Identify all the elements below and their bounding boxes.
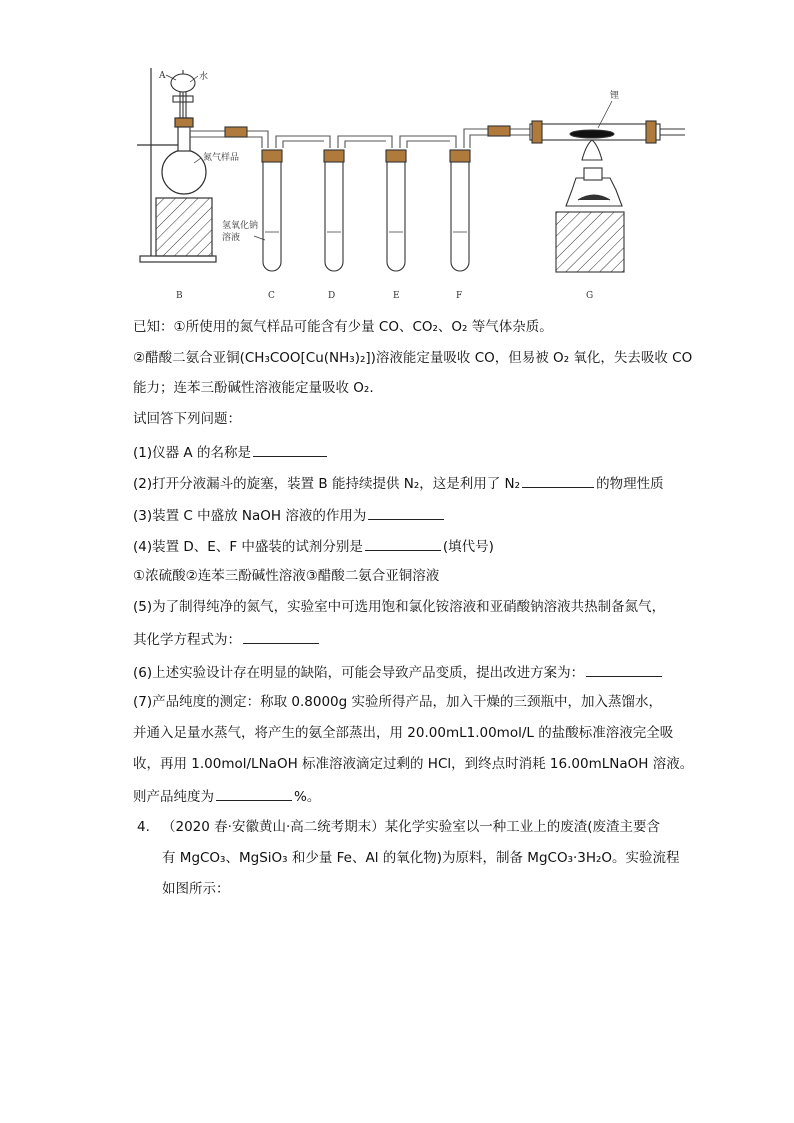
connecting-tubes <box>190 126 540 148</box>
answer-blank-2[interactable] <box>522 472 594 488</box>
question-7-line-3: 收，再用 1.00mol/LNaOH 标准溶液滴定过剩的 HCl，到终点时消耗 16.00mLNaOH 溶液。 <box>133 756 694 772</box>
question-7-line-2: 并通入足量水蒸气，将产生的氨全部蒸出，用 20.00mL1.00mol/L 的盐酸标准溶液完全吸 <box>133 725 674 741</box>
question-4-tail: (填代号) <box>442 539 494 555</box>
question-7-tail: %。 <box>294 789 321 805</box>
label-c: C <box>268 291 275 301</box>
question-3 <box>133 504 446 526</box>
label-naoh-1: 氢氧化钠 <box>222 221 259 231</box>
question-2-text: (2)打开分液漏斗的旋塞，装置 B 能持续提供 N₂，这是利用了 N₂ <box>133 476 521 492</box>
label-b: B <box>176 291 183 301</box>
question-4-options: ①浓硫酸②连苯三酚碱性溶液③醋酸二氨合亚铜溶液 <box>133 568 440 584</box>
prompt: 试回答下列问题： <box>133 411 241 427</box>
round-bottom-flask <box>162 118 206 194</box>
question-5-text: 其化学方程式为： <box>133 632 241 648</box>
test-tube-f <box>450 150 470 271</box>
question-6-text: (6)上述实验设计存在明显的缺陷，可能会导致产品变质，提出改进方案为： <box>133 665 585 681</box>
test-tube-c <box>262 150 282 271</box>
problem-4-line-3: 如图所示： <box>162 881 230 897</box>
question-2 <box>133 472 664 494</box>
question-7-text: 则产品纯度为 <box>133 789 214 805</box>
answer-blank-6[interactable] <box>586 661 662 677</box>
answer-blank-7[interactable] <box>216 785 292 801</box>
problem-4-number: 4. <box>137 819 150 835</box>
question-1 <box>133 441 329 463</box>
problem-4-line-2: 有 MgCO₃、MgSiO₃ 和少量 Fe、Al 的氧化物)为原料，制备 MgCO₃·3H₂O。实验流程 <box>162 850 680 866</box>
label-lithium: 锂 <box>610 91 620 101</box>
problem-4-line-1: （2020 春·安徽黄山·高二统考期末）某化学实验室以一种工业上的废渣(废渣主要含 <box>162 819 660 835</box>
question-5-line-2 <box>133 628 321 650</box>
known-2: ②醋酸二氨合亚铜(CH₃COO[Cu(NH₃)₂])溶液能定量吸收 CO，但易被 O₂ 氧化，失去吸收 CO <box>133 350 693 366</box>
separatory-funnel <box>171 70 195 118</box>
label-naoh-2: 溶液 <box>222 233 241 243</box>
test-tube-d <box>324 150 344 271</box>
question-7-line-1: (7)产品纯度的测定：称取 0.8000g 实验所得产品，加入干燥的三颈瓶中，加入蒸馏水， <box>133 694 663 710</box>
answer-blank-5[interactable] <box>243 628 319 644</box>
question-4-text: (4)装置 D、E、F 中盛装的试剂分别是 <box>133 539 363 555</box>
label-d: D <box>328 291 336 301</box>
label-g: G <box>586 291 594 301</box>
test-tube-e <box>386 150 406 271</box>
question-3-text: (3)装置 C 中盛放 NaOH 溶液的作用为 <box>133 508 367 524</box>
question-7-line-4 <box>133 785 320 807</box>
question-5-line-1: (5)为了制得纯净的氮气，实验室中可选用饱和氯化铵溶液和亚硝酸钠溶液共热制备氮气， <box>133 599 666 615</box>
question-2-tail: 的物理性质 <box>596 476 664 492</box>
label-a: A <box>159 71 166 81</box>
label-water: 水 <box>199 72 209 82</box>
answer-blank-3[interactable] <box>368 504 444 520</box>
known-3: 能力；连苯三酚碱性溶液能定量吸收 O₂. <box>133 380 374 396</box>
reaction-tube <box>530 121 685 143</box>
answer-blank-4[interactable] <box>365 535 441 551</box>
answer-blank-1[interactable] <box>253 441 327 457</box>
label-f: F <box>456 291 463 301</box>
question-1-text: (1)仪器 A 的名称是 <box>133 445 251 461</box>
label-e: E <box>393 291 400 301</box>
label-n2-sample: 氮气样品 <box>203 153 240 163</box>
alcohol-lamp <box>556 140 624 272</box>
question-4 <box>133 535 494 557</box>
apparatus-diagram <box>130 60 700 310</box>
known-1: 已知：①所使用的氮气样品可能含有少量 CO、CO₂、O₂ 等气体杂质。 <box>133 319 553 335</box>
question-6 <box>133 661 664 683</box>
